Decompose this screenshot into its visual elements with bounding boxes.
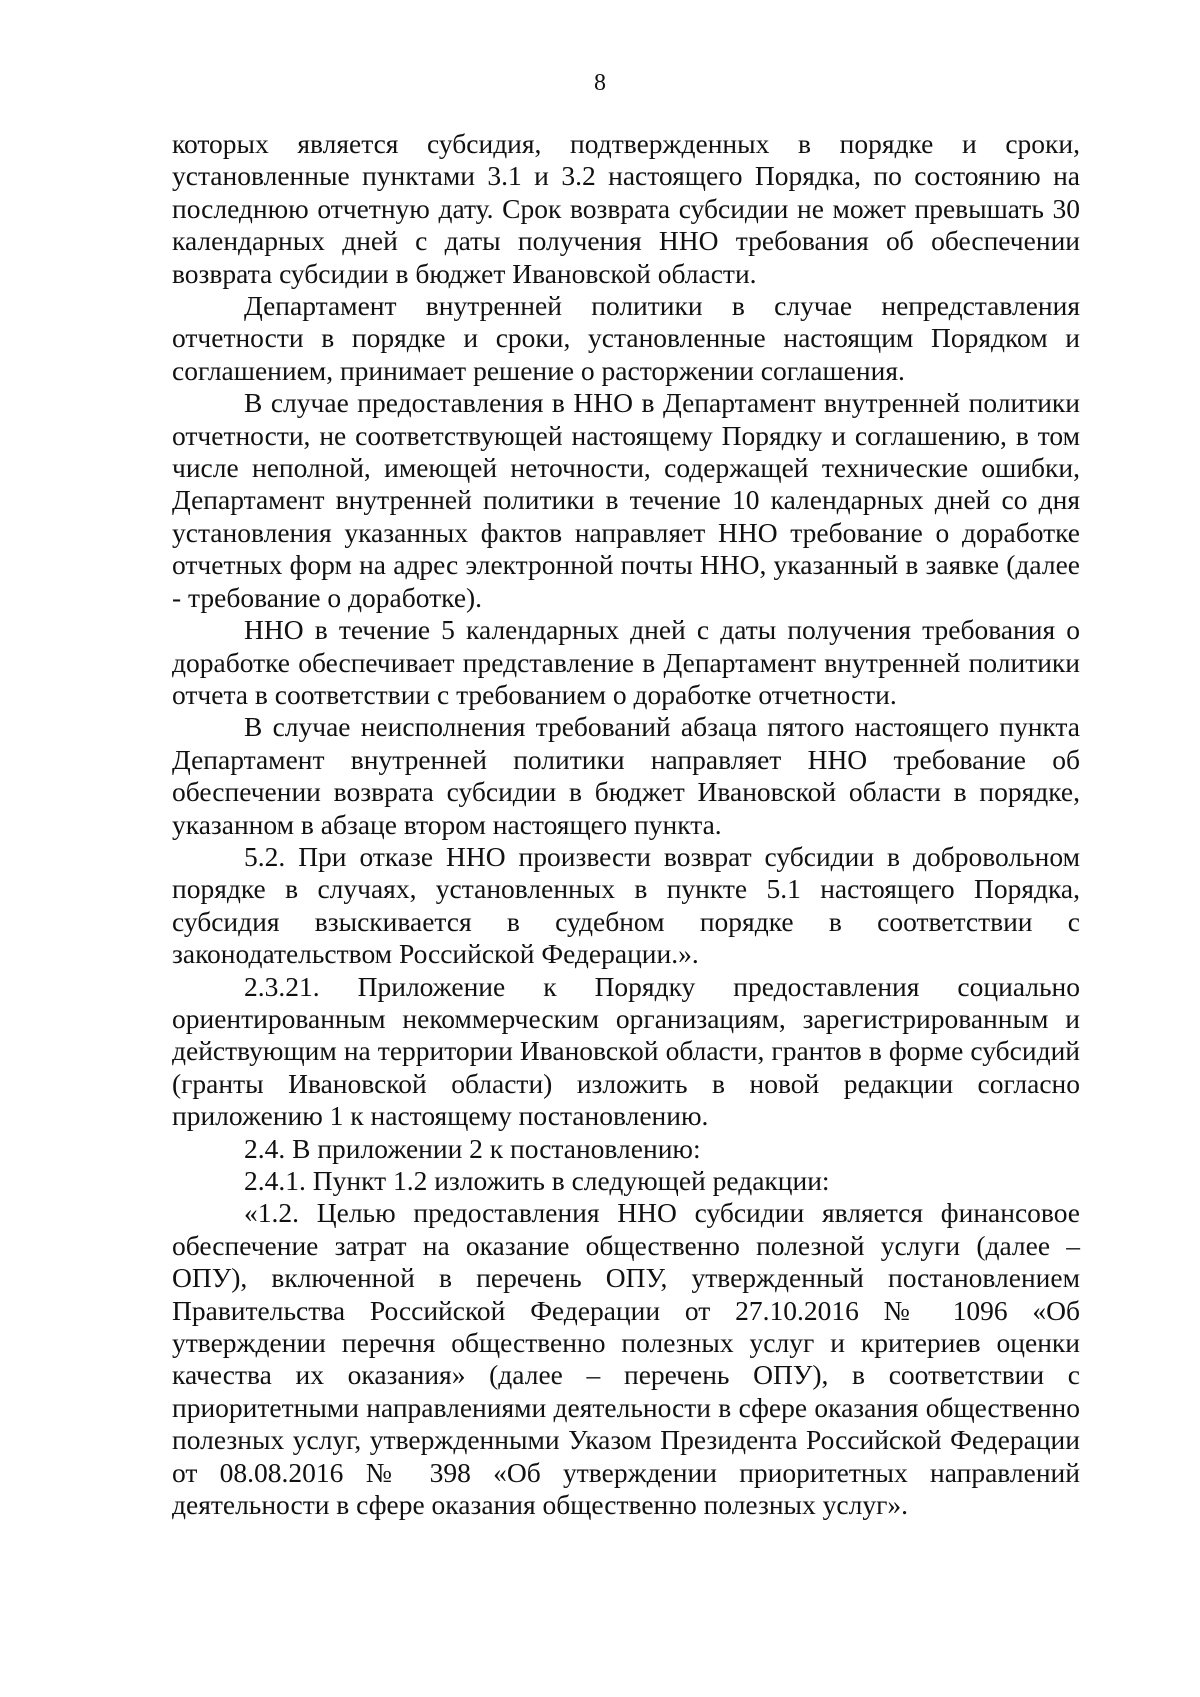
paragraph: «1.2. Целью предоставления ННО субсидии является финансовое обеспечение затрат на оказание общественно полезной услуги (далее – ОПУ), включенной в перечень ОПУ, утвержденный постановлением Правительства Российской Федерации от 27.10.2016 № 1096 «Об утверждении перечня общественно полезных услуг и критериев оценки качества их оказания» (далее – перечень ОПУ), в соответствии с приоритетными направлениями деятельности в сфере оказания общественно полезных услуг, утвержденными Указом Президента Российской Федерации от 08.08.2016 № 398 «Об утверждении приоритетных направлений деятельности в сфере оказания общественно полезных услуг». — [172, 1197, 1080, 1521]
page-number: 8 — [594, 70, 606, 96]
paragraph: В случае предоставления в ННО в Департамент внутренней политики отчетности, не соответствующей настоящему Порядку и соглашению, в том числе неполной, имеющей неточности, содержащей технические ошибки, Департамент внутренней политики в течение 10 календарных дней со дня установления указанных фактов направляет ННО требование о доработке отчетных форм на адрес электронной почты ННО, указанный в заявке (далее - требование о доработке). — [172, 387, 1080, 613]
paragraph: которых является субсидия, подтвержденных в порядке и сроки, установленные пунктами 3.1 и 3.2 настоящего Порядка, по состоянию на последнюю отчетную дату. Срок возврата субсидии не может превышать 30 календарных дней с даты получения ННО требования об обеспечении возврата субсидии в бюджет Ивановской области. — [172, 128, 1080, 289]
paragraph: 5.2. При отказе ННО произвести возврат субсидии в добровольном порядке в случаях, установленных в пункте 5.1 настоящего Порядка, субсидия взыскивается в судебном порядке в соответствии с законодательством Российской Федерации.». — [172, 840, 1080, 970]
paragraph: В случае неисполнения требований абзаца пятого настоящего пункта Департамент внутренней политики направляет ННО требование об обеспечении возврата субсидии в бюджет Ивановской области в порядке, указанном в абзаце втором настоящего пункта. — [172, 711, 1080, 840]
paragraph: 2.4.1. Пункт 1.2 изложить в следующей редакции: — [244, 1165, 830, 1196]
paragraph: Департамент внутренней политики в случае непредставления отчетности в порядке и сроки, установленные настоящим Порядком и соглашением, принимает решение о расторжении соглашения. — [172, 290, 1080, 386]
paragraph: ННО в течение 5 календарных дней с даты получения требования о доработке обеспечивает представление в Департамент внутренней политики отчета в соответствии с требованием о доработке отчетности. — [172, 614, 1080, 710]
document-body — [172, 128, 1080, 1521]
paragraph: 2.4. В приложении 2 к постановлению: — [244, 1132, 701, 1164]
paragraph: 2.3.21. Приложение к Порядку предоставления социально ориентированным некоммерческим организациям, зарегистрированным и действующим на территории Ивановской области, грантов в форме субсидий (гранты Ивановской области) изложить в новой редакции согласно приложению 1 к настоящему постановлению. — [172, 970, 1080, 1132]
